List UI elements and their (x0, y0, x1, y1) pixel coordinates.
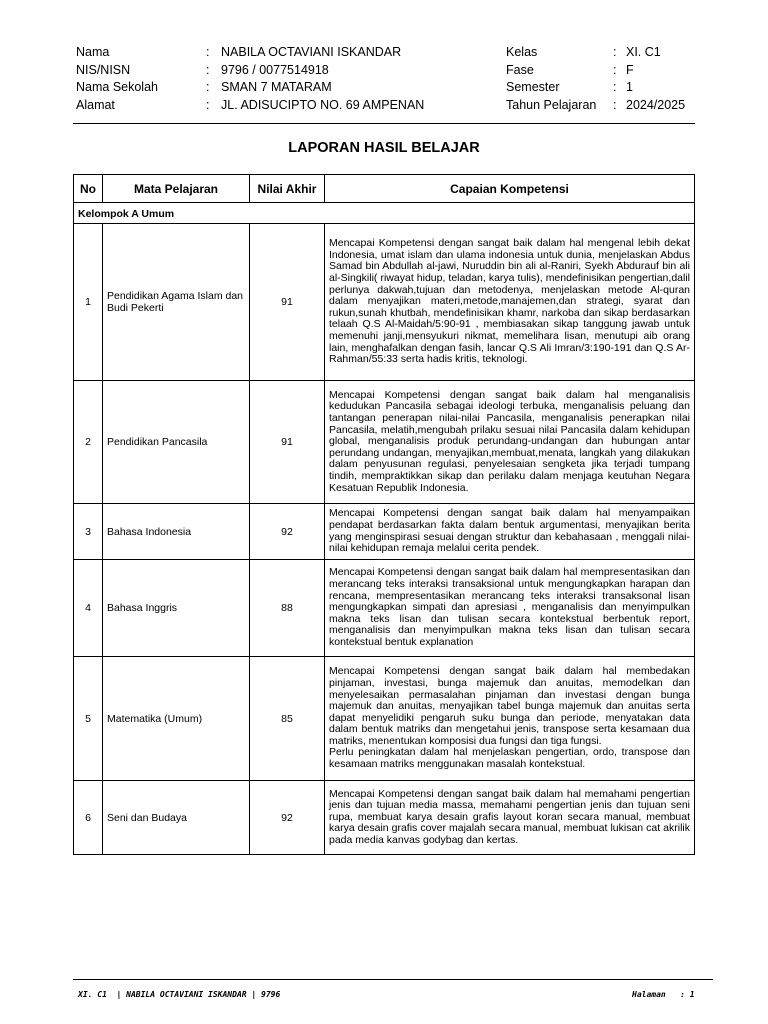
student-info-header (76, 44, 696, 114)
fase-label: Fase (506, 62, 534, 77)
colon: : (613, 97, 617, 112)
group-row (74, 203, 695, 224)
competency-text: Mencapai Kompetensi dengan sangat baik dalam hal membedakan pinjaman, investasi, bunga majemuk dan anuitas, memodelkan dan menyelesaikan permasalahan pinjaman dan investasi dengan bunga majemuk dan anuitas, menyajikan tabel bunga majemuk dan anuitas serta dapat menyelidiki pengaruh suku bunga dan periode, menyatakan data dalam bentuk matriks dan mengetahui jenis, transpose serta kesamaan dua matriks, menentukan komposisi dua fungsi dan tiga fungsi. (329, 665, 690, 747)
row-subject: Bahasa Inggris (103, 560, 250, 657)
competency-text: Mencapai Kompetensi dengan sangat baik dalam hal mengenal lebih dekat Indonesia, umat islam dan ulama indonesia untuk dunia, menjelaskan Abdus Samad bin Abdullah al-jawi, Nuruddin bin ali al-Raniri, Syekh Abdurauf bin ali al-Singkili( riwayat hidup, teladan, karya tulis), mendefinisikan pengertian,dalil perlunya dakwah,tujuan dan metodenya, menjelaskan metode Al-quran dalam menyajikan materi,metode,manajemen,dan strategi, syarat dan rukun,sunah khutbah, mendefinisikan khamr, narkoba dan sikap berdasarkan telaah Q.S Al-Maidah/5:90-91 , membiasakan sikap tanggung jawab untuk memenuhi janji,mensyukuri nikmat, memelihara lisan, menutupi aib orang lain, menghafalkan dengan fasih, lancar Q.S Ali Imran/3:190-191 dan Q.S Ar-Rahman/55:33 serta hadis kritis, teknologi. (329, 237, 690, 366)
row-score: 85 (250, 657, 325, 781)
row-competency (325, 560, 695, 657)
table-row (74, 224, 695, 381)
nis-label: NIS/NISN (76, 62, 131, 77)
row-score: 92 (250, 781, 325, 855)
row-subject: Seni dan Budaya (103, 781, 250, 855)
tahun-value: 2024/2025 (626, 97, 686, 112)
kelas-value: XI. C1 (626, 45, 661, 59)
competency-text: Mencapai Kompetensi dengan sangat baik dalam hal mempresentasikan dan merancang teks interaksi transaksional untuk mengungkapkan harapan dan rencana, mempresentasikan merancang teks interaksi transaksonal lisan mengungkapkan simpati dan apresiasi , menganalisis dan menyimpulkan makna teks lisan dan tulisan secara kontekstual berbentuk report, menganalisis dan menyimpulkan makna teks lisan dan tulisan secara kontekstual bentuk explanation (329, 566, 690, 648)
table-row (74, 381, 695, 504)
sekolah-label: Nama Sekolah (76, 80, 158, 94)
table-row (74, 781, 695, 855)
header-no: No (74, 175, 103, 203)
row-competency (325, 224, 695, 381)
header-subject: Mata Pelajaran (103, 175, 250, 203)
footer-divider (73, 979, 713, 980)
colon: : (206, 62, 210, 77)
row-subject: Pendidikan Pancasila (103, 381, 250, 504)
colon: : (206, 80, 210, 94)
table-header-row (74, 175, 695, 203)
semester-value: 1 (626, 80, 633, 94)
row-no: 4 (74, 560, 103, 657)
sekolah-value: SMAN 7 MATARAM (221, 80, 332, 94)
row-subject: Bahasa Indonesia (103, 504, 250, 560)
competency-text: Mencapai Kompetensi dengan sangat baik dalam hal memahami pengertian jenis dan tujuan media massa, memahami pengertian jenis dan tujuan seni rupa, membuat karya desain grafis layout koran secara manual, membuat karya desain grafis cover majalah secara manual, membuat lukisan cat akrilik pada media kanvas godybag dan kertas. (329, 787, 690, 846)
group-label: Kelompok A Umum (74, 203, 695, 224)
table-row (74, 657, 695, 781)
row-score: 91 (250, 224, 325, 381)
colon: : (613, 45, 617, 59)
info-row-sekolah (76, 79, 696, 97)
colon: : (613, 62, 617, 77)
info-row-alamat (76, 97, 696, 115)
alamat-value: JL. ADISUCIPTO NO. 69 AMPENAN (221, 97, 425, 112)
row-subject: Pendidikan Agama Islam dan Budi Pekerti (103, 224, 250, 381)
row-subject: Matematika (Umum) (103, 657, 250, 781)
footer-student-info: XI. C1 | NABILA OCTAVIANI ISKANDAR | 9796 (78, 990, 281, 999)
row-no: 1 (74, 224, 103, 381)
table-row (74, 504, 695, 560)
info-row-nis (76, 62, 696, 80)
header-divider (73, 123, 695, 124)
report-title: LAPORAN HASIL BELAJAR (288, 140, 480, 156)
tahun-label: Tahun Pelajaran (506, 97, 597, 112)
row-competency (325, 381, 695, 504)
info-row-nama (76, 44, 696, 62)
grades-table (73, 174, 695, 855)
row-no: 6 (74, 781, 103, 855)
row-no: 2 (74, 381, 103, 504)
colon: : (206, 45, 210, 59)
footer-page-number: Halaman : 1 (632, 990, 695, 999)
row-score: 91 (250, 381, 325, 504)
row-competency (325, 657, 695, 781)
row-competency (325, 781, 695, 855)
nama-value: NABILA OCTAVIANI ISKANDAR (221, 45, 402, 59)
semester-label: Semester (506, 80, 560, 94)
kelas-label: Kelas (506, 45, 538, 59)
row-score: 92 (250, 504, 325, 560)
competency-improvement-text: Perlu peningkatan dalam hal menjelaskan pengertian, ordo, transpose dan kesamaan matriks menggunakan masalah kontekstual. (329, 746, 690, 771)
competency-text: Mencapai Kompetensi dengan sangat baik dalam hal menyampaikan pendapat berdasarkan fakta dalam bentuk argumentasi, menyajikan berita yang menginspirasi sesuai dengan struktur dan kebahasaan , menggali nilai-nilai kehidupan remaja melalui cerita pendek. (329, 507, 690, 555)
nis-value: 9796 / 0077514918 (221, 62, 329, 77)
row-score: 88 (250, 560, 325, 657)
competency-text: Mencapai Kompetensi dengan sangat baik dalam hal menganalisis kedudukan Pancasila sebagai ideologi terbuka, menganalisis peluang dan tantangan penerapan nilai-nilai Pancasila, menganalisis penerapkan nilai Pancasila, melatih,mengubah prilaku sesuai nilai Pancasila dalam kehidupan global, menganalisis produk perundang-undangan dan hubungan antar perundang undangan, menyajikan,membuat,menata, langkah yang dilakukan dalam penyusunan regulasi, penyelesaian sengketa jika terjadi tumpang tindih, mempraktikkan sikap dan perilaku dalam menjaga keutuhan Negara Kesatuan Republik Indonesia. (329, 388, 690, 494)
row-competency (325, 504, 695, 560)
nama-label: Nama (76, 45, 110, 59)
row-no: 5 (74, 657, 103, 781)
colon: : (613, 80, 617, 94)
row-no: 3 (74, 504, 103, 560)
header-score: Nilai Akhir (250, 175, 325, 203)
colon: : (206, 97, 210, 112)
alamat-label: Alamat (76, 97, 115, 112)
header-competency: Capaian Kompetensi (325, 175, 695, 203)
table-row (74, 560, 695, 657)
fase-value: F (626, 62, 634, 77)
